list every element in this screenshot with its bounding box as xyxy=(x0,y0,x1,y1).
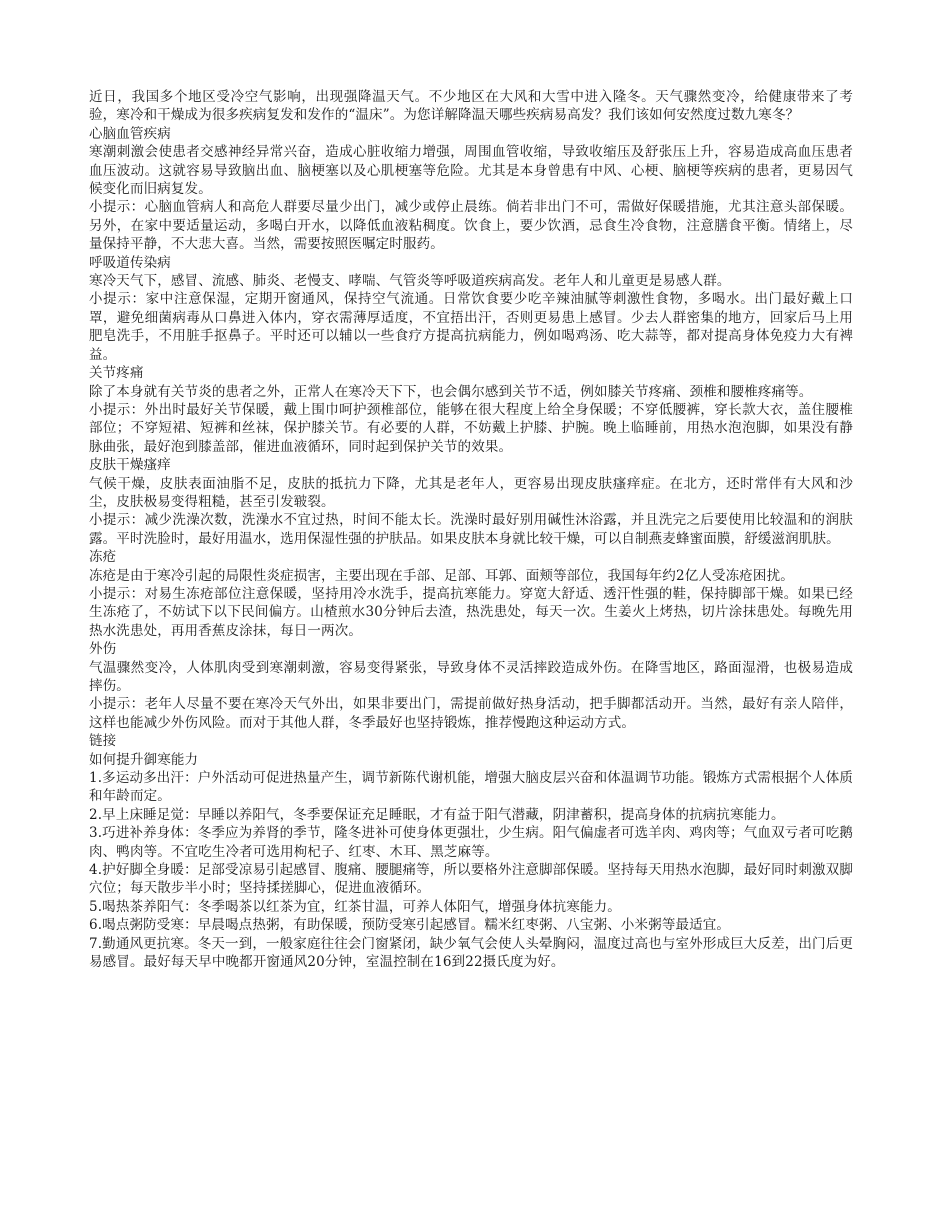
list-item: 6.喝点粥防受寒：早晨喝点热粥，有助保暖，预防受寒引起感冒。糯米红枣粥、八宝粥、小米粥等最适宜。 xyxy=(89,917,731,934)
intro-paragraph: 近日，我国多个地区受冷空气影响，出现强降温天气。不少地区在大风和大雪中进入隆冬。天气骤然变冷，给健康带来了考验，寒冷和干燥成为很多疾病复发和发作的“温床”。为您详解降温天哪些疾病易高发？我们该如何安然度过数九寒冬？ xyxy=(89,89,853,124)
section-heading-cardiovascular: 心脑血管疾病 xyxy=(89,125,171,142)
respiratory-tip: 小提示：家中注意保湿，定期开窗通风，保持空气流通。日常饮食要少吃辛辣油腻等刺激性食物，多喝水。出门最好戴上口罩，避免细菌病毒从口鼻进入体内，穿衣需薄厚适度，不宜捂出汗，否则更易患上感冒。少去人群密集的地方，回家后马上用肥皂洗手，不用脏手抠鼻子。平时还可以辅以一些食疗方提高抗病能力，例如喝鸡汤、吃大蒜等，都对提高身体免疫力大有裨益。 xyxy=(89,291,853,363)
list-item: 3.巧进补养身体：冬季应为养肾的季节，隆冬进补可使身体更强壮，少生病。阳气偏虚者可选羊肉、鸡肉等；气血双亏者可吃鹅肉、鸭肉等。不宜吃生冷者可选用枸杞子、红枣、木耳、黑芝麻等。 xyxy=(89,825,853,860)
list-item: 5.喝热茶养阳气：冬季喝茶以红茶为宜，红茶甘温，可养人体阳气，增强身体抗寒能力。 xyxy=(89,898,621,915)
section-heading-dry-skin: 皮肤干燥瘙痒 xyxy=(89,457,171,474)
cardiovascular-description: 寒潮刺激会使患者交感神经异常兴奋，造成心脏收缩力增强，周围血管收缩，导致收缩压及舒张压上升，容易造成高血压患者血压波动。这就容易导致脑出血、脑梗塞以及心肌梗塞等危险。尤其是本身曾患有中风、心梗、脑梗等疾病的患者，更易因气候变化而旧病复发。 xyxy=(89,144,853,198)
injury-description: 气温骤然变冷，人体肌肉受到寒潮刺激，容易变得紧张，导致身体不灵活摔跤造成外伤。在降雪地区，路面湿滑，也极易造成摔伤。 xyxy=(89,659,853,694)
joint-pain-description: 除了本身就有关节炎的患者之外，正常人在寒冷天下下，也会偶尔感到关节不适，例如膝关节疼痛、颈椎和腰椎疼痛等。 xyxy=(89,383,813,400)
list-item: 4.护好脚全身暖：足部受凉易引起感冒、腹痛、腰腿痛等，所以要格外注意脚部保暖。坚持每天用热水泡脚，最好同时刺激双脚穴位；每天散步半小时；坚持揉搓脚心，促进血液循环。 xyxy=(89,862,853,897)
dry-skin-description: 气候干燥，皮肤表面油脂不足，皮肤的抵抗力下降，尤其是老年人，更容易出现皮肤瘙痒症。在北方，还时常伴有大风和沙尘，皮肤极易变得粗糙，甚至引发皲裂。 xyxy=(89,475,853,510)
section-heading-cold-resistance: 如何提升御寒能力 xyxy=(89,751,199,768)
list-item: 2.早上床睡足觉：早睡以养阳气，冬季要保证充足睡眠，才有益于阳气潜藏，阴津蓄积，提高身体的抗病抗寒能力。 xyxy=(89,806,785,823)
section-heading-link: 链接 xyxy=(89,733,117,750)
injury-tip: 小提示：老年人尽量不要在寒冷天气外出，如果非要出门，需提前做好热身活动，把手脚都活动开。当然，最好有亲人陪伴，这样也能减少外伤风险。而对于其他人群，冬季最好也坚持锻炼，推荐慢跑这种运动方式。 xyxy=(89,696,853,731)
joint-pain-tip: 小提示：外出时最好关节保暖，戴上围巾呵护颈椎部位，能够在很大程度上给全身保暖；不穿低腰裤，穿长款大衣，盖住腰椎部位；不穿短裙、短裤和丝袜，保护膝关节。有必要的人群，不妨戴上护膝、护腕。晚上临睡前，用热水泡泡脚，如果没有静脉曲张，最好泡到膝盖部，催进血液循环，同时起到保护关节的效果。 xyxy=(89,401,853,455)
article-body xyxy=(89,88,853,972)
list-item: 1.多运动多出汗：户外活动可促进热量产生，调节新陈代谢机能，增强大脑皮层兴奋和体温调节功能。锻炼方式需根据个人体质和年龄而定。 xyxy=(89,770,853,805)
respiratory-description: 寒冷天气下，感冒、流感、肺炎、老慢支、哮喘、气管炎等呼吸道疾病高发。老年人和儿童更是易感人群。 xyxy=(89,273,731,290)
section-heading-frostbite: 冻疮 xyxy=(89,549,117,566)
dry-skin-tip: 小提示：减少洗澡次数，洗澡水不宜过热，时间不能太长。洗澡时最好别用碱性沐浴露，并且洗完之后要使用比较温和的润肤露。平时洗脸时，最好用温水，选用保湿性强的护肤品。如果皮肤本身就比较干燥，可以自制燕麦蜂蜜面膜，舒缓滋润肌肤。 xyxy=(89,512,853,547)
frostbite-tip: 小提示：对易生冻疮部位注意保暖，坚持用冷水洗手，提高抗寒能力。穿宽大舒适、透汗性强的鞋，保持脚部干燥。如果已经生冻疮了，不妨试下以下民间偏方。山楂煎水30分钟后去渣，热洗患处，每天一次。生姜火上烤热，切片涂抹患处。每晚先用热水洗患处，再用香蕉皮涂抹，每日一两次。 xyxy=(89,585,853,639)
list-item: 7.勤通风更抗寒。冬天一到，一般家庭往往会门窗紧闭，缺少氧气会使人头晕胸闷，温度过高也与室外形成巨大反差，出门后更易感冒。最好每天早中晚都开窗通风20分钟，室温控制在16到22摄氏度为好。 xyxy=(89,935,853,971)
frostbite-description: 冻疮是由于寒冷引起的局限性炎症损害，主要出现在手部、足部、耳郭、面颊等部位，我国每年约2亿人受冻疮困扰。 xyxy=(89,567,794,584)
section-heading-respiratory: 呼吸道传染病 xyxy=(89,254,171,271)
section-heading-injury: 外伤 xyxy=(89,641,117,658)
section-heading-joint-pain: 关节疼痛 xyxy=(89,365,144,382)
cardiovascular-tip: 小提示：心脑血管病人和高危人群要尽量少出门，减少或停止晨练。倘若非出门不可，需做好保暖措施，尤其注意头部保暖。另外，在家中要适量运动，多喝白开水，以降低血液粘稠度。饮食上，要少饮酒，忌食生冷食物，注意膳食平衡。情绪上，尽量保持平静，不大悲大喜。当然，需要按照医嘱定时服药。 xyxy=(89,199,853,253)
